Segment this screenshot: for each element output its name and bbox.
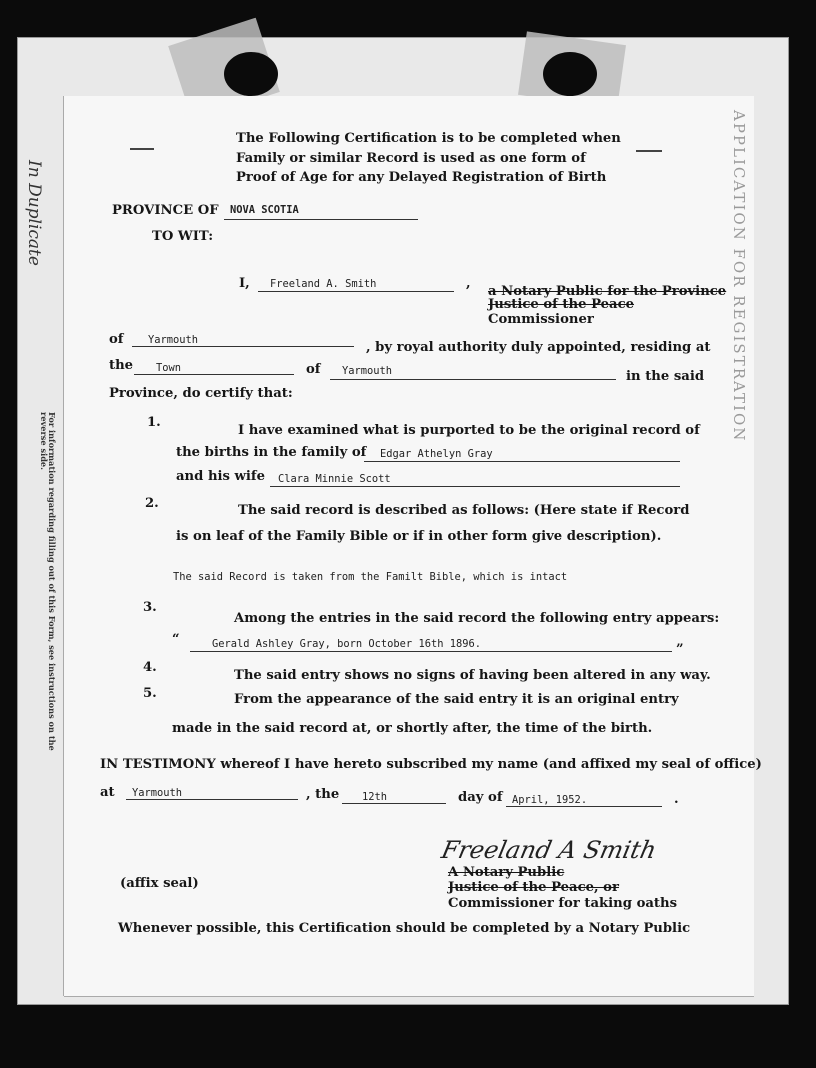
testimony-day-line <box>342 803 446 804</box>
header-line-3: Proof of Age for any Delayed Registration of Birth <box>236 170 607 185</box>
declarant-name-line <box>258 291 454 292</box>
place-name-value: Yarmouth <box>342 365 393 377</box>
testimony-day-of: day of <box>458 790 503 805</box>
birth-entry: Gerald Ashley Gray, born October 16th 1896. <box>212 638 481 650</box>
item-5-text-a: From the appearance of the said entry it is an original entry <box>234 692 679 707</box>
testimony-month-line <box>506 806 662 807</box>
testimony-at: at <box>100 785 115 800</box>
header-line-2: Family or similar Record is used as one form of <box>236 151 586 166</box>
province-line <box>224 219 418 220</box>
father-name: Edgar Athelyn Gray <box>380 448 493 460</box>
county-line <box>132 346 354 347</box>
margin-dash-left <box>130 148 154 150</box>
county-value: Yarmouth <box>148 334 199 346</box>
role-commissioner: Commissioner for taking oaths <box>448 896 678 911</box>
testimony-day: 12th <box>362 791 388 803</box>
item-4-number: 4. <box>143 660 157 675</box>
birth-entry-line <box>190 651 672 652</box>
to-wit-label: TO WIT: <box>152 229 214 244</box>
testimony-month-year: April, 1952. <box>512 794 588 806</box>
item-2-number: 2. <box>145 496 159 511</box>
role-notary: A Notary Public <box>448 865 565 880</box>
item-3-number: 3. <box>143 600 157 615</box>
declarant-name: Freeland A. Smith <box>270 278 377 290</box>
item-5-text-b: made in the said record at, or shortly after, the time of the birth. <box>172 721 653 736</box>
of2-label: of <box>306 362 321 377</box>
declarant-prefix: I, <box>239 276 250 291</box>
item-1-number: 1. <box>147 415 161 430</box>
punch-hole-right <box>543 52 597 96</box>
role-justice: Justice of the Peace, or <box>448 880 619 895</box>
testimony-place: Yarmouth <box>132 787 183 799</box>
in-the-said: in the said <box>626 369 705 384</box>
item-2-text-a: The said record is described as follows: (Here state if Record <box>238 503 690 518</box>
declarant-comma: , <box>466 276 471 291</box>
affix-seal-label: (affix seal) <box>120 876 199 891</box>
office-commissioner: Commissioner <box>488 312 594 327</box>
office-notary: a Notary Public for the Province <box>488 284 727 299</box>
testimony-place-line <box>126 799 298 800</box>
testimony-text: IN TESTIMONY whereof I have hereto subscribed my name (and affixed my seal of office) <box>100 757 762 772</box>
province-certify: Province, do certify that: <box>109 386 293 401</box>
header-line-1: The Following Certification is to be completed when <box>236 131 621 146</box>
place-name-line <box>330 379 616 380</box>
place-type-line <box>134 374 294 375</box>
father-line <box>364 461 680 462</box>
office-justice: Justice of the Peace <box>488 297 635 312</box>
back-page-text: APPLICATION FOR REGISTRATION <box>730 110 748 443</box>
item-2-text-b: is on leaf of the Family Bible or if in other form give description). <box>176 529 662 544</box>
item-3-text: Among the entries in the said record the following entry appears: <box>234 611 720 626</box>
entry-open-quote: “ <box>172 632 180 647</box>
the-label: the <box>109 358 134 373</box>
authority-text: , by royal authority duly appointed, residing at <box>366 340 711 355</box>
of-label: of <box>109 332 124 347</box>
item-5-number: 5. <box>143 686 157 701</box>
item-1-text-a: I have examined what is purported to be the original record of <box>238 423 700 438</box>
place-type-value: Town <box>156 362 182 374</box>
entry-close-quote: ” <box>676 642 684 657</box>
mother-line <box>270 486 680 487</box>
province-label: PROVINCE OF <box>112 203 219 218</box>
margin-dash-right <box>636 150 662 152</box>
item-1-text-b: the births in the family of <box>176 445 367 460</box>
item-1-text-c: and his wife <box>176 469 265 484</box>
testimony-the: , the <box>306 787 340 802</box>
record-description: The said Record is taken from the Familt Bible, which is intact <box>173 571 568 583</box>
side-instructions-note: For information regarding filling out of this Form, see instructions on the reverse side. <box>38 412 57 751</box>
handwritten-signature: Freeland A Smith <box>439 836 659 864</box>
testimony-period: . <box>674 792 679 807</box>
punch-hole-left <box>224 52 278 96</box>
item-4-text: The said entry shows no signs of having been altered in any way. <box>234 668 711 683</box>
province-value: NOVA SCOTIA <box>230 204 299 216</box>
margin-handwritten-note: In Duplicate <box>24 160 44 266</box>
footer-note: Whenever possible, this Certification should be completed by a Notary Public <box>118 921 691 936</box>
mother-name: Clara Minnie Scott <box>278 473 391 485</box>
